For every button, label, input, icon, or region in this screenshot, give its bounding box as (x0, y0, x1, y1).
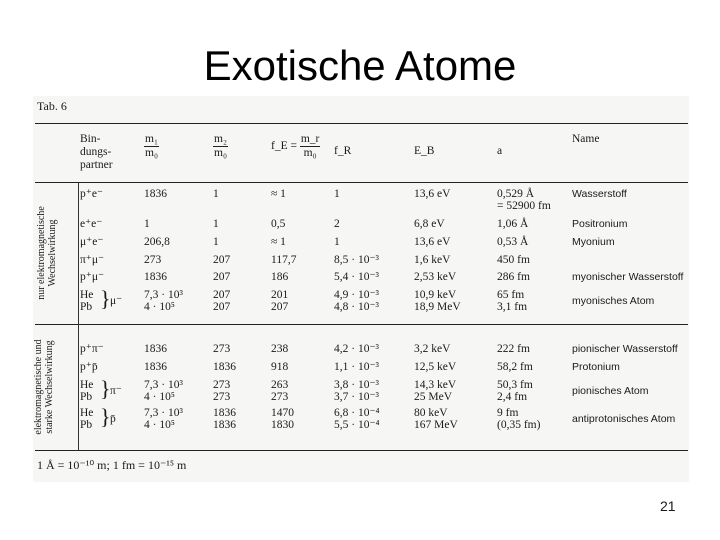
header-m2 (213, 133, 228, 160)
table-cell: (0,35 fm) (497, 419, 541, 431)
group-label-em (36, 188, 58, 318)
header-a: a (497, 145, 503, 157)
table-cell: 25 MeV (414, 391, 453, 403)
table-cell: 222 fm (497, 343, 530, 355)
header-partner-line: partner (80, 159, 113, 171)
table-cell: 7,3 · 10³ (144, 289, 183, 301)
table-cell: 1,06 Å (497, 218, 529, 230)
table-cell: 450 fm (497, 254, 530, 266)
table-cell: He (80, 407, 94, 419)
header-fe (271, 133, 320, 160)
table-cell: 4 · 10⁵ (144, 391, 175, 403)
table-cell: 6,8 · 10⁻⁴ (334, 407, 380, 419)
table-cell: 4,8 · 10⁻³ (334, 301, 379, 313)
table-cell: 1 (213, 188, 219, 200)
table-cell: 4,2 · 10⁻³ (334, 343, 379, 355)
table-cell: 7,3 · 10³ (144, 379, 183, 391)
table-cell: 4 · 10⁵ (144, 301, 175, 313)
header-m1-num: m₁ (145, 133, 158, 145)
table-cell: 58,2 fm (497, 361, 533, 373)
table-cell: 0,529 Å (497, 188, 535, 200)
table-cell: 2 (334, 218, 340, 230)
table-cell: 18,9 MeV (414, 301, 461, 313)
table-cell: 5,5 · 10⁻⁴ (334, 419, 380, 431)
group-label-strong-line: elektromagnetische und (33, 339, 44, 435)
table-cell: Pb (80, 391, 93, 403)
table-cell: e⁺e⁻ (80, 218, 103, 230)
table-cell: 3,1 fm (497, 301, 528, 313)
group-label-em-line: nur elektromagnetische (36, 206, 47, 300)
table-cell: 14,3 keV (414, 379, 457, 391)
table-cell: 1836 (213, 419, 236, 431)
table-cell: p⁺μ⁻ (80, 271, 105, 283)
table-cell: 117,7 (271, 254, 297, 266)
table-cell: p⁺π⁻ (80, 343, 104, 355)
group-label-strong (33, 326, 55, 448)
table-cell: He (80, 289, 94, 301)
table-cell: 207 (213, 289, 231, 301)
table-cell: 3,2 keV (414, 343, 451, 355)
table-cell: 3,7 · 10⁻³ (334, 391, 379, 403)
table-cell: pionisches Atom (572, 385, 649, 397)
table-cell: p⁺e⁻ (80, 188, 103, 200)
table-cell: 10,9 keV (414, 289, 457, 301)
table-cell: 2,53 keV (414, 271, 457, 283)
table-cell: π⁻ (110, 385, 122, 397)
table-cell: 273 (271, 391, 289, 403)
table-cell: 2,4 fm (497, 391, 528, 403)
table-cell: 263 (271, 379, 289, 391)
table-cell: myonisches Atom (572, 295, 655, 307)
table-cell: 1830 (271, 419, 294, 431)
table-bottom-rule (35, 450, 688, 451)
table-cell: 4,9 · 10⁻³ (334, 289, 379, 301)
table-cell: 186 (271, 271, 289, 283)
page-number: 21 (660, 498, 676, 514)
table-cell: 1 (334, 236, 340, 248)
footnote: 1 Å = 10⁻¹⁰ m; 1 fm = 10⁻¹⁵ m (37, 458, 187, 472)
table-cell: 201 (271, 289, 289, 301)
group-label-em-line: Wechselwirkung (47, 219, 58, 287)
table-cell: 273 (213, 391, 231, 403)
table-cell: 1 (334, 188, 340, 200)
header-m2-num: m₂ (214, 133, 227, 145)
table-cell: 273 (144, 254, 162, 266)
table-cell: p⁺p̄ (80, 361, 98, 373)
table-cell: 3,8 · 10⁻³ (334, 379, 379, 391)
table-cell: 1,1 · 10⁻³ (334, 361, 379, 373)
table-cell: Positronium (572, 218, 628, 230)
table-cell: 7,3 · 10³ (144, 407, 183, 419)
table-cell: 1470 (271, 407, 294, 419)
brace: } (100, 376, 111, 401)
table-cell: 12,5 keV (414, 361, 457, 373)
table-cell: 0,5 (271, 218, 286, 230)
table-cell: He (80, 379, 94, 391)
header-fe-num: m_r (300, 133, 320, 145)
header-eb: E_B (414, 145, 435, 157)
table-cell: 1836 (213, 361, 236, 373)
brace: } (100, 286, 111, 311)
table-cell: 207 (271, 301, 289, 313)
table-cell: p̄ (110, 413, 116, 425)
table-cell: 1836 (144, 343, 167, 355)
table-cell: 65 fm (497, 289, 525, 301)
table-cell: 1,6 keV (414, 254, 451, 266)
header-m1 (144, 133, 159, 160)
table-cell: 5,4 · 10⁻³ (334, 271, 379, 283)
table-cell: pionischer Wasserstoff (572, 343, 678, 355)
table-cell: 273 (213, 343, 231, 355)
table-cell: 6,8 eV (414, 218, 445, 230)
table-cell: 9 fm (497, 407, 519, 419)
table-cell: 50,3 fm (497, 379, 533, 391)
table-cell: 1 (144, 218, 150, 230)
group-divider (78, 183, 79, 450)
table-cell: Pb (80, 419, 93, 431)
table-cell: 80 keV (414, 407, 448, 419)
table-cell: ≈ 1 (271, 188, 286, 200)
table-cell: Myonium (572, 236, 615, 248)
table-cell: Pb (80, 301, 93, 313)
table-cell: 207 (213, 271, 231, 283)
table-cell: 1 (213, 218, 219, 230)
header-name: Name (572, 133, 600, 145)
table-cell: antiprotonisches Atom (572, 413, 676, 425)
table-cell: 8,5 · 10⁻³ (334, 254, 379, 266)
table-cell: 286 fm (497, 271, 530, 283)
table-cell: μ⁺e⁻ (80, 236, 104, 248)
table-cell: 207 (213, 254, 231, 266)
header-fe-den: m₀ (303, 147, 317, 159)
table-cell: Wasserstoff (572, 188, 627, 200)
table-cell: μ⁻ (110, 295, 123, 307)
table-cell: Protonium (572, 361, 620, 373)
table-cell: = 52900 fm (497, 200, 551, 212)
table-label: Tab. 6 (37, 99, 67, 113)
header-partner-line: Bin- (80, 133, 101, 145)
group-label-strong-line: starke Wechselwirkung (44, 340, 55, 434)
table-cell: 13,6 eV (414, 236, 451, 248)
table-cell: 273 (213, 379, 231, 391)
header-partner (80, 133, 113, 172)
header-rule (35, 182, 688, 183)
table-cell: 0,53 Å (497, 236, 529, 248)
table-cell: 206,8 (144, 236, 170, 248)
slide-title: Exotische Atome (203, 42, 517, 89)
group-rule (35, 324, 688, 325)
brace: } (100, 404, 111, 429)
table-cell: π⁺μ⁻ (80, 254, 105, 266)
header-m1-den: m₀ (145, 147, 158, 159)
table-cell: ≈ 1 (271, 236, 286, 248)
table-cell: 1836 (213, 407, 236, 419)
header-m2-den: m₀ (214, 147, 227, 159)
header-fr: f_R (334, 145, 352, 157)
table-cell: 207 (213, 301, 231, 313)
table-cell: 4 · 10⁵ (144, 419, 175, 431)
table-cell: 1836 (144, 361, 167, 373)
table-cell: myonischer Wasserstoff (572, 271, 684, 283)
table-cell: 1836 (144, 188, 167, 200)
table-cell: 1836 (144, 271, 167, 283)
table-top-rule (35, 123, 688, 124)
table-cell: 1 (213, 236, 219, 248)
table-cell: 238 (271, 343, 289, 355)
table-cell: 167 MeV (414, 419, 458, 431)
header-partner-line: dungs- (80, 146, 112, 158)
header-fe-label: f_E = (271, 140, 297, 152)
table-cell: 13,6 eV (414, 188, 451, 200)
table-cell: 918 (271, 361, 289, 373)
